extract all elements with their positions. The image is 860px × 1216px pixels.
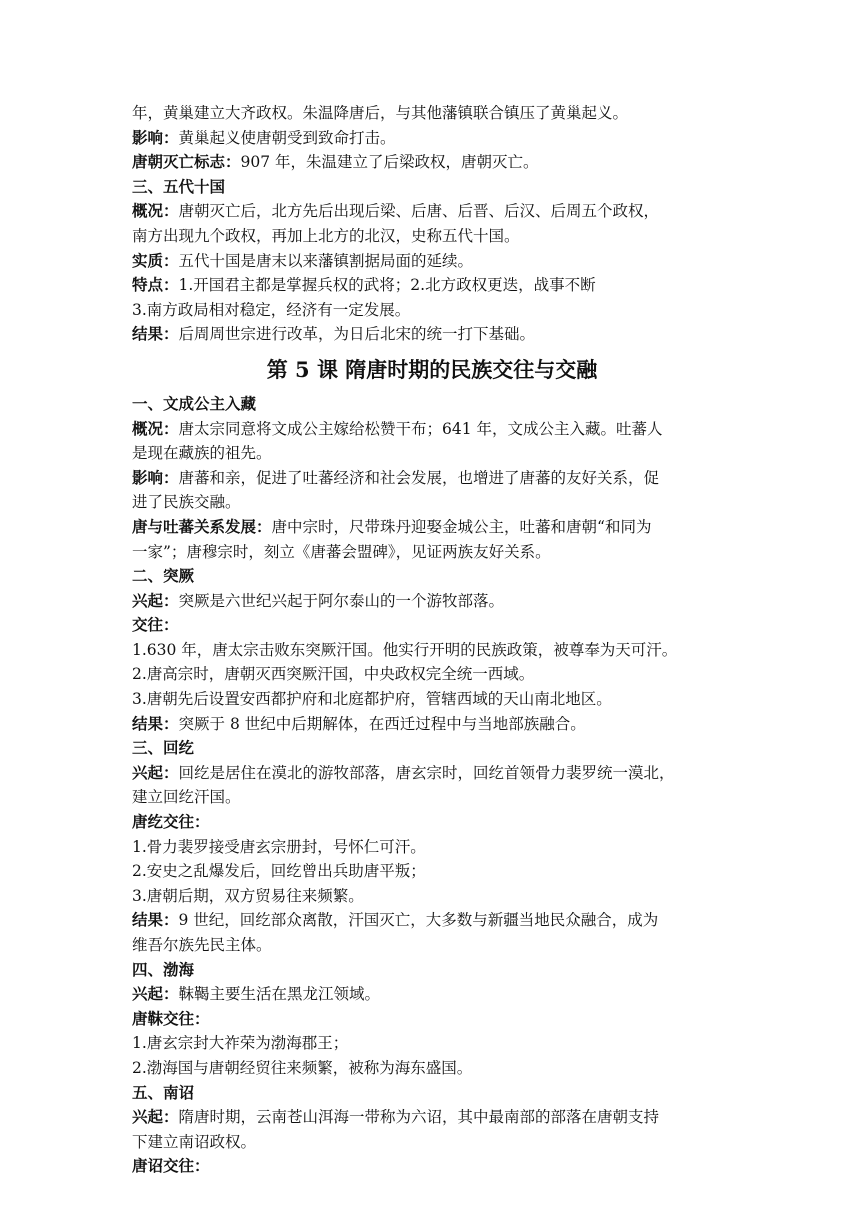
body-text: 隋唐时期，云南苍山洱海一带称为六诏，其中最南部的部落在唐朝支持 (178, 1108, 660, 1127)
paragraph (132, 884, 732, 909)
text-line (132, 1056, 732, 1081)
body-text: 建立回纥汗国。 (132, 788, 241, 807)
body-text: 靺鞨主要生活在黑龙江领域。 (178, 985, 381, 1004)
body-text: 年，黄巢建立大齐政权。朱温降唐后，与其他藩镇联合镇压了黄巢起义。 (132, 104, 629, 122)
text-line (132, 515, 732, 540)
body-text: 一家”；唐穆宗时，刻立《唐蕃会盟碑》，见证两族友好关系。 (132, 542, 551, 561)
body-text: 突厥是六世纪兴起于阿尔泰山的一个游牧部落。 (178, 591, 505, 610)
section-heading: 三、五代十国 (132, 176, 226, 196)
field-label: 唐与吐蕃关系发展： (132, 516, 272, 536)
text-line (132, 687, 732, 712)
body-text: 2.渤海国与唐朝经贸往来频繁，被称为海东盛国。 (132, 1058, 473, 1077)
paragraph (132, 126, 732, 151)
body-text: 突厥于 8 世纪中后期解体，在西迁过程中与当地部族融合。 (178, 714, 586, 733)
body-text: 1.630 年，唐太宗击败东突厥汗国。他实行开明的民族政策，被尊奉为天可汗。 (132, 640, 678, 659)
text-line (132, 859, 732, 884)
body-text: 9 世纪，回纥部众离散，汗国灭亡，大多数与新疆当地民众融合，成为 (178, 911, 659, 930)
text-line (132, 466, 732, 491)
body-text: 1.骨力裴罗接受唐玄宗册封，号怀仁可汗。 (132, 837, 426, 856)
body-text: 3.唐朝先后设置安西都护府和北庭都护府，管辖西域的天山南北地区。 (132, 690, 612, 709)
text-line (132, 785, 732, 810)
text-line (132, 982, 732, 1007)
paragraph (132, 1031, 732, 1056)
body-text: 2.唐高宗时，唐朝灭西突厥汗国，中央政权完全统一西域。 (132, 665, 535, 684)
paragraph (132, 1105, 732, 1154)
paragraph (132, 101, 732, 126)
text-line (132, 1105, 732, 1130)
lesson-title: 第 5 课 隋唐时期的民族交往与交融 (266, 356, 598, 382)
text-line (132, 417, 732, 442)
field-label: 概况： (132, 201, 179, 221)
field-label: 兴起： (132, 984, 179, 1004)
body-text: 唐朝灭亡后，北方先后出现后梁、后唐、后晋、后汉、后周五个政权， (178, 202, 660, 221)
section-heading: 二、突厥 (132, 566, 195, 586)
text-line (132, 1130, 732, 1155)
section-heading: 唐诏交往： (132, 1156, 210, 1176)
field-label: 兴起： (132, 762, 179, 782)
text-line (132, 273, 732, 298)
text-line (132, 540, 732, 565)
paragraph (132, 687, 732, 712)
text-line (132, 589, 732, 614)
field-label: 影响： (132, 127, 179, 147)
text-line (132, 908, 732, 933)
paragraph (132, 466, 732, 515)
field-label: 概况： (132, 418, 179, 438)
section-heading: 四、渤海 (132, 959, 195, 979)
text-line (132, 712, 732, 737)
paragraph (132, 908, 732, 957)
paragraph (132, 150, 732, 175)
text-line (132, 835, 732, 860)
text-line (132, 199, 732, 224)
field-label: 影响： (132, 467, 179, 487)
text-line (132, 298, 732, 323)
section-heading: 一、文成公主入藏 (132, 393, 257, 413)
text-line (132, 322, 732, 347)
body-text: 唐太宗同意将文成公主嫁给松赞干布；641 年，文成公主入藏。吐蕃人 (178, 419, 663, 438)
paragraph (132, 982, 732, 1007)
field-label: 特点： (132, 275, 179, 295)
text-line (132, 150, 732, 175)
paragraph (132, 589, 732, 614)
text-line (132, 101, 732, 126)
text-line (132, 1031, 732, 1056)
section-heading: 三、回纥 (132, 738, 195, 758)
section-heading: 五、南诏 (132, 1082, 195, 1102)
text-line (132, 224, 732, 249)
body-text: 1.开国君主都是掌握兵权的武将；2.北方政权更迭，战事不断 (178, 276, 596, 295)
body-text: 黄巢起义使唐朝受到致命打击。 (178, 128, 396, 147)
paragraph (132, 199, 732, 248)
body-text: 进了民族交融。 (132, 493, 241, 512)
paragraph (132, 515, 732, 564)
body-text: 3.唐朝后期，双方贸易往来频繁。 (132, 886, 364, 905)
body-text: 2.安史之乱爆发后，回纥曾出兵助唐平叛； (132, 862, 426, 881)
body-text: 后周周世宗进行改革，为日后北宋的统一打下基础。 (178, 325, 536, 344)
body-text: 唐蕃和亲，促进了吐蕃经济和社会发展，也增进了唐蕃的友好关系，促 (178, 468, 660, 487)
text-line (132, 662, 732, 687)
paragraph (132, 859, 732, 884)
text-line (132, 126, 732, 151)
text-line (132, 884, 732, 909)
body-text: 唐中宗时，尺带珠丹迎娶金城公主，吐蕃和唐朝“和同为 (271, 517, 652, 536)
text-line (132, 490, 732, 515)
field-label: 结果： (132, 910, 179, 930)
paragraph (132, 761, 732, 810)
paragraph (132, 638, 732, 663)
section-heading: 唐纥交往： (132, 812, 210, 832)
paragraph (132, 835, 732, 860)
paragraph (132, 249, 732, 274)
field-label: 兴起： (132, 590, 179, 610)
body-text: 下建立南诏政权。 (132, 1132, 257, 1151)
paragraph (132, 322, 732, 347)
document-body (132, 101, 732, 1179)
section-heading: 交往： (132, 615, 179, 635)
body-text: 1.唐玄宗封大祚荣为渤海郡王； (132, 1034, 349, 1053)
paragraph (132, 1056, 732, 1081)
body-text: 907 年，朱温建立了后梁政权，唐朝灭亡。 (240, 153, 539, 172)
field-label: 兴起： (132, 1107, 179, 1127)
text-line (132, 761, 732, 786)
text-line (132, 638, 732, 663)
body-text: 是现在藏族的祖先。 (132, 444, 272, 463)
body-text: 回纥是居住在漠北的游牧部落，唐玄宗时，回纥首领骨力裴罗统一漠北， (178, 763, 675, 782)
text-line (132, 249, 732, 274)
body-text: 五代十国是唐末以来藩镇割据局面的延续。 (178, 251, 474, 270)
text-line (132, 441, 732, 466)
paragraph (132, 662, 732, 687)
paragraph (132, 273, 732, 322)
body-text: 维吾尔族先民主体。 (132, 936, 272, 954)
field-label: 结果： (132, 324, 179, 344)
body-text: 南方出现九个政权，再加上北方的北汉，史称五代十国。 (132, 226, 520, 245)
field-label: 唐朝灭亡标志： (132, 152, 241, 172)
body-text: 3.南方政局相对稳定，经济有一定发展。 (132, 300, 411, 319)
section-heading: 唐靺交往： (132, 1008, 210, 1028)
field-label: 结果： (132, 713, 179, 733)
paragraph (132, 417, 732, 466)
paragraph (132, 712, 732, 737)
field-label: 实质： (132, 250, 179, 270)
text-line (132, 933, 732, 958)
